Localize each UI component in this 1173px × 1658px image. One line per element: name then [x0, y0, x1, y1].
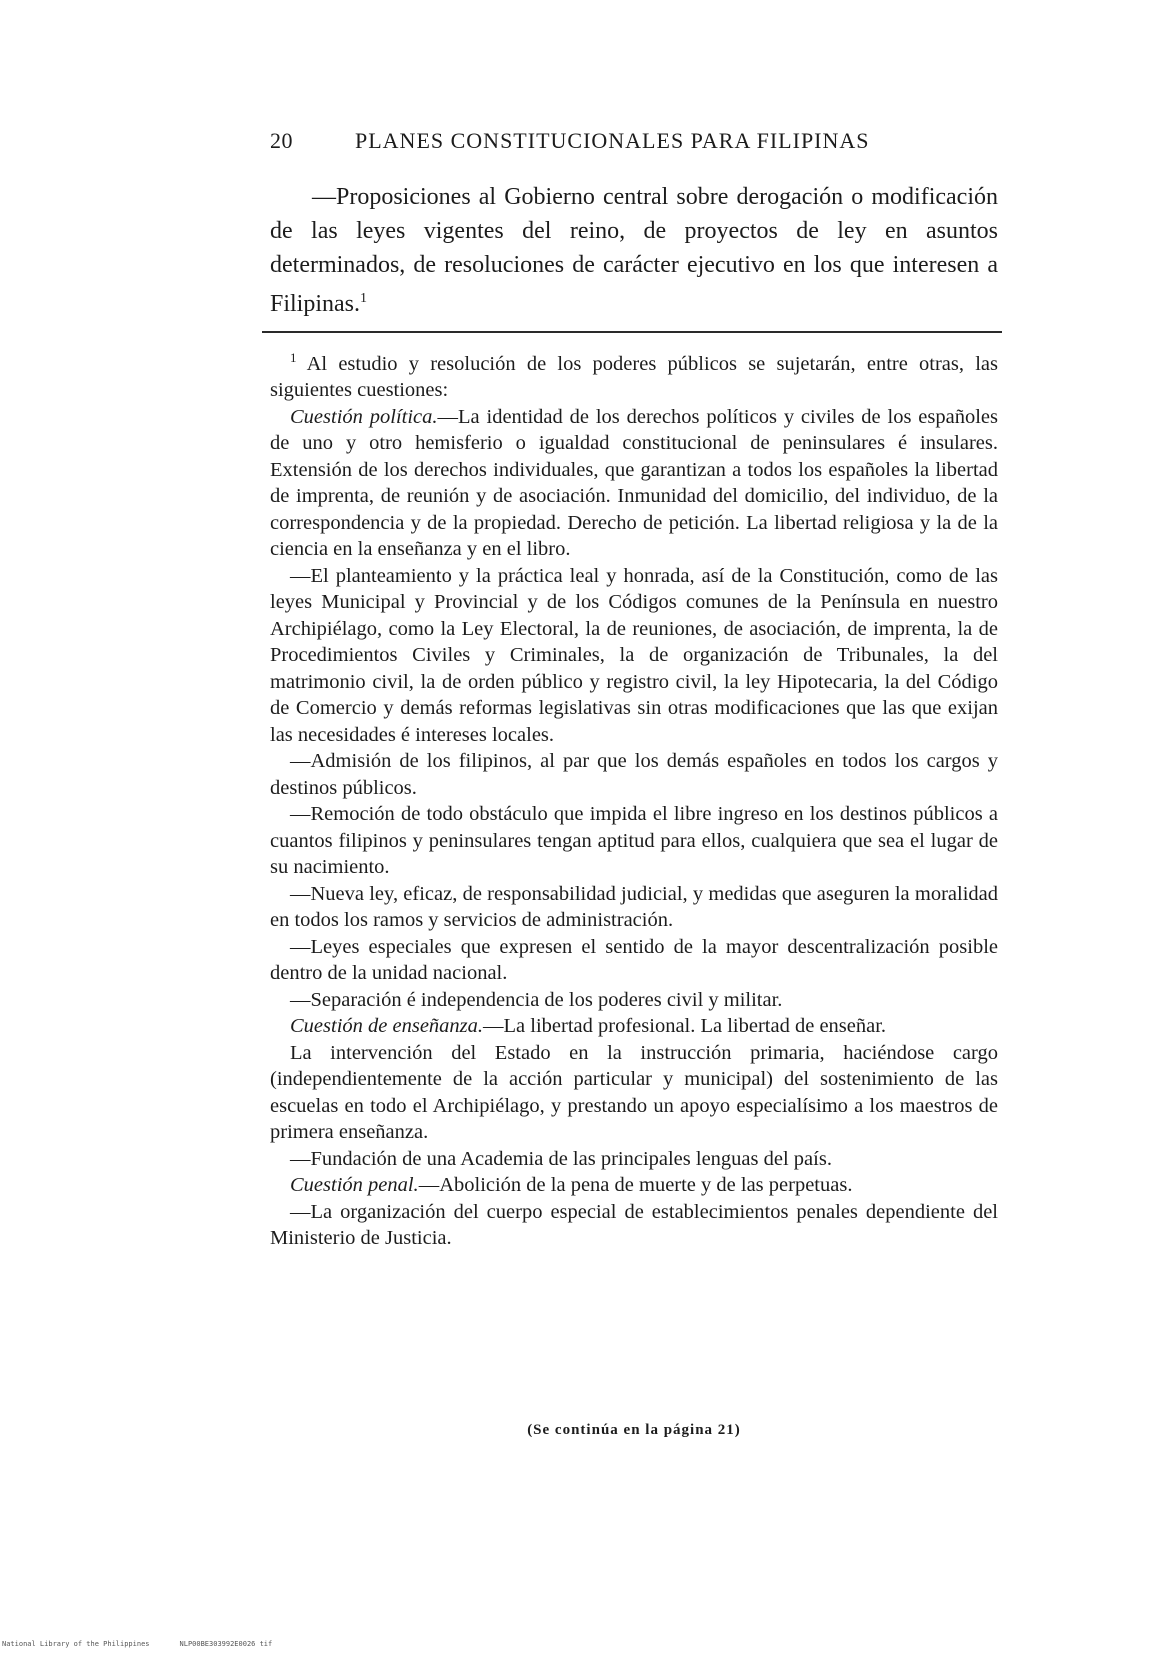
section-label: Cuestión política.: [290, 405, 438, 428]
main-paragraph-text: —Proposiciones al Gobierno central sobre derogación o modificación de las leyes vigentes del reino, de proyectos de ley en asuntos determinados, de resoluciones de carácter ejecutivo en los que interesen a Filipinas.: [270, 184, 998, 317]
footnote-paragraph: —Remoción de todo obstáculo que impida el libre ingreso en los destinos públicos a cuantos filipinos y peninsulares tengan aptitud para ellos, cualquiera que sea el lugar de su nacimiento.: [270, 803, 998, 879]
section-label: Cuestión de enseñanza.: [290, 1015, 484, 1038]
footnote-paragraph: —El planteamiento y la práctica leal y honrada, así de la Constitución, como de las leyes Municipal y Provincial y de los Códigos comunes de la Península en nuestro Archipiélago, como la Ley Electoral, la de reuniones, de asociación, de imprenta, la de Procedimientos Civiles y Criminales, la de organización de Tribunales, la del matrimonio civil, la de orden público y registro civil, la ley Hipotecaria, la del Código de Comercio y demás reformas legislativas sin otras modificaciones que las que exijan las necesidades é intereses locales.: [270, 564, 998, 746]
footnote-separator: [262, 331, 1002, 333]
footnote-paragraph: —Separación é independencia de los poderes civil y militar.: [290, 988, 783, 1011]
footnote: [270, 345, 998, 1252]
footnote-reference: 1: [360, 291, 368, 306]
footnote-paragraph: Cuestión política.—La identidad de los derechos políticos y civiles de los españoles de uno y otro hemisferio o igualdad constitucional de peninsulares é insulares. Extensión de los derechos individuales, que garantizan a todos los españoles la libertad de imprenta, de reunión y de asociación. Inmunidad del domicilio, del individuo, de la correspondencia y de la propiedad. Derecho de petición. La libertad religiosa y la de la ciencia en la enseñanza y en el libro.: [270, 405, 998, 561]
footnote-paragraph: —Leyes especiales que expresen el sentido de la mayor descentralización posible dentro de la unidad nacional.: [270, 935, 998, 985]
watermark-code: NLP00BE303992E0026 tif: [179, 1640, 273, 1648]
footnote-paragraph: —La organización del cuerpo especial de establecimientos penales dependiente del Ministerio de Justicia.: [270, 1200, 998, 1250]
running-title: PLANES CONSTITUCIONALES PARA FILIPINAS: [355, 128, 870, 153]
footnote-paragraph: —Nueva ley, eficaz, de responsabilidad judicial, y medidas que aseguren la moralidad en todos los ramos y servicios de administración.: [270, 882, 998, 932]
footnote-paragraph: —Admisión de los filipinos, al par que los demás españoles en todos los cargos y destinos públicos.: [270, 750, 998, 799]
footnote-marker: 1: [290, 350, 297, 365]
footnote-intro: $^1$ Al estudio y resolución de los poderes públicos se sujetarán, entre otras, las siguientes cuestiones:: [270, 350, 998, 402]
footnote-paragraph: Cuestión penal.—Abolición de la pena de muerte y de las perpetuas.: [290, 1174, 853, 1197]
scan-watermark: [2, 1640, 302, 1648]
continuation-note: (Se continúa en la página 21): [527, 1422, 741, 1438]
main-text: [270, 180, 998, 321]
section-label: Cuestión penal.: [290, 1174, 419, 1197]
watermark-library: National Library of the Philippines: [2, 1640, 150, 1648]
footnote-paragraph: —Fundación de una Academia de las principales lenguas del país.: [290, 1147, 832, 1170]
page-number: 20: [270, 128, 293, 153]
main-paragraph: [270, 180, 998, 321]
page-header: [270, 128, 1000, 154]
footnote-paragraph: Cuestión de enseñanza.—La libertad profesional. La libertad de enseñar.: [290, 1015, 887, 1038]
footnote-paragraph: La intervención del Estado en la instrucción primaria, haciéndose cargo (independientemente de la acción particular y municipal) del sostenimiento de las escuelas en todo el Archipiélago, y prestando un apoyo especialísimo a los maestros de primera enseñanza.: [270, 1041, 998, 1144]
